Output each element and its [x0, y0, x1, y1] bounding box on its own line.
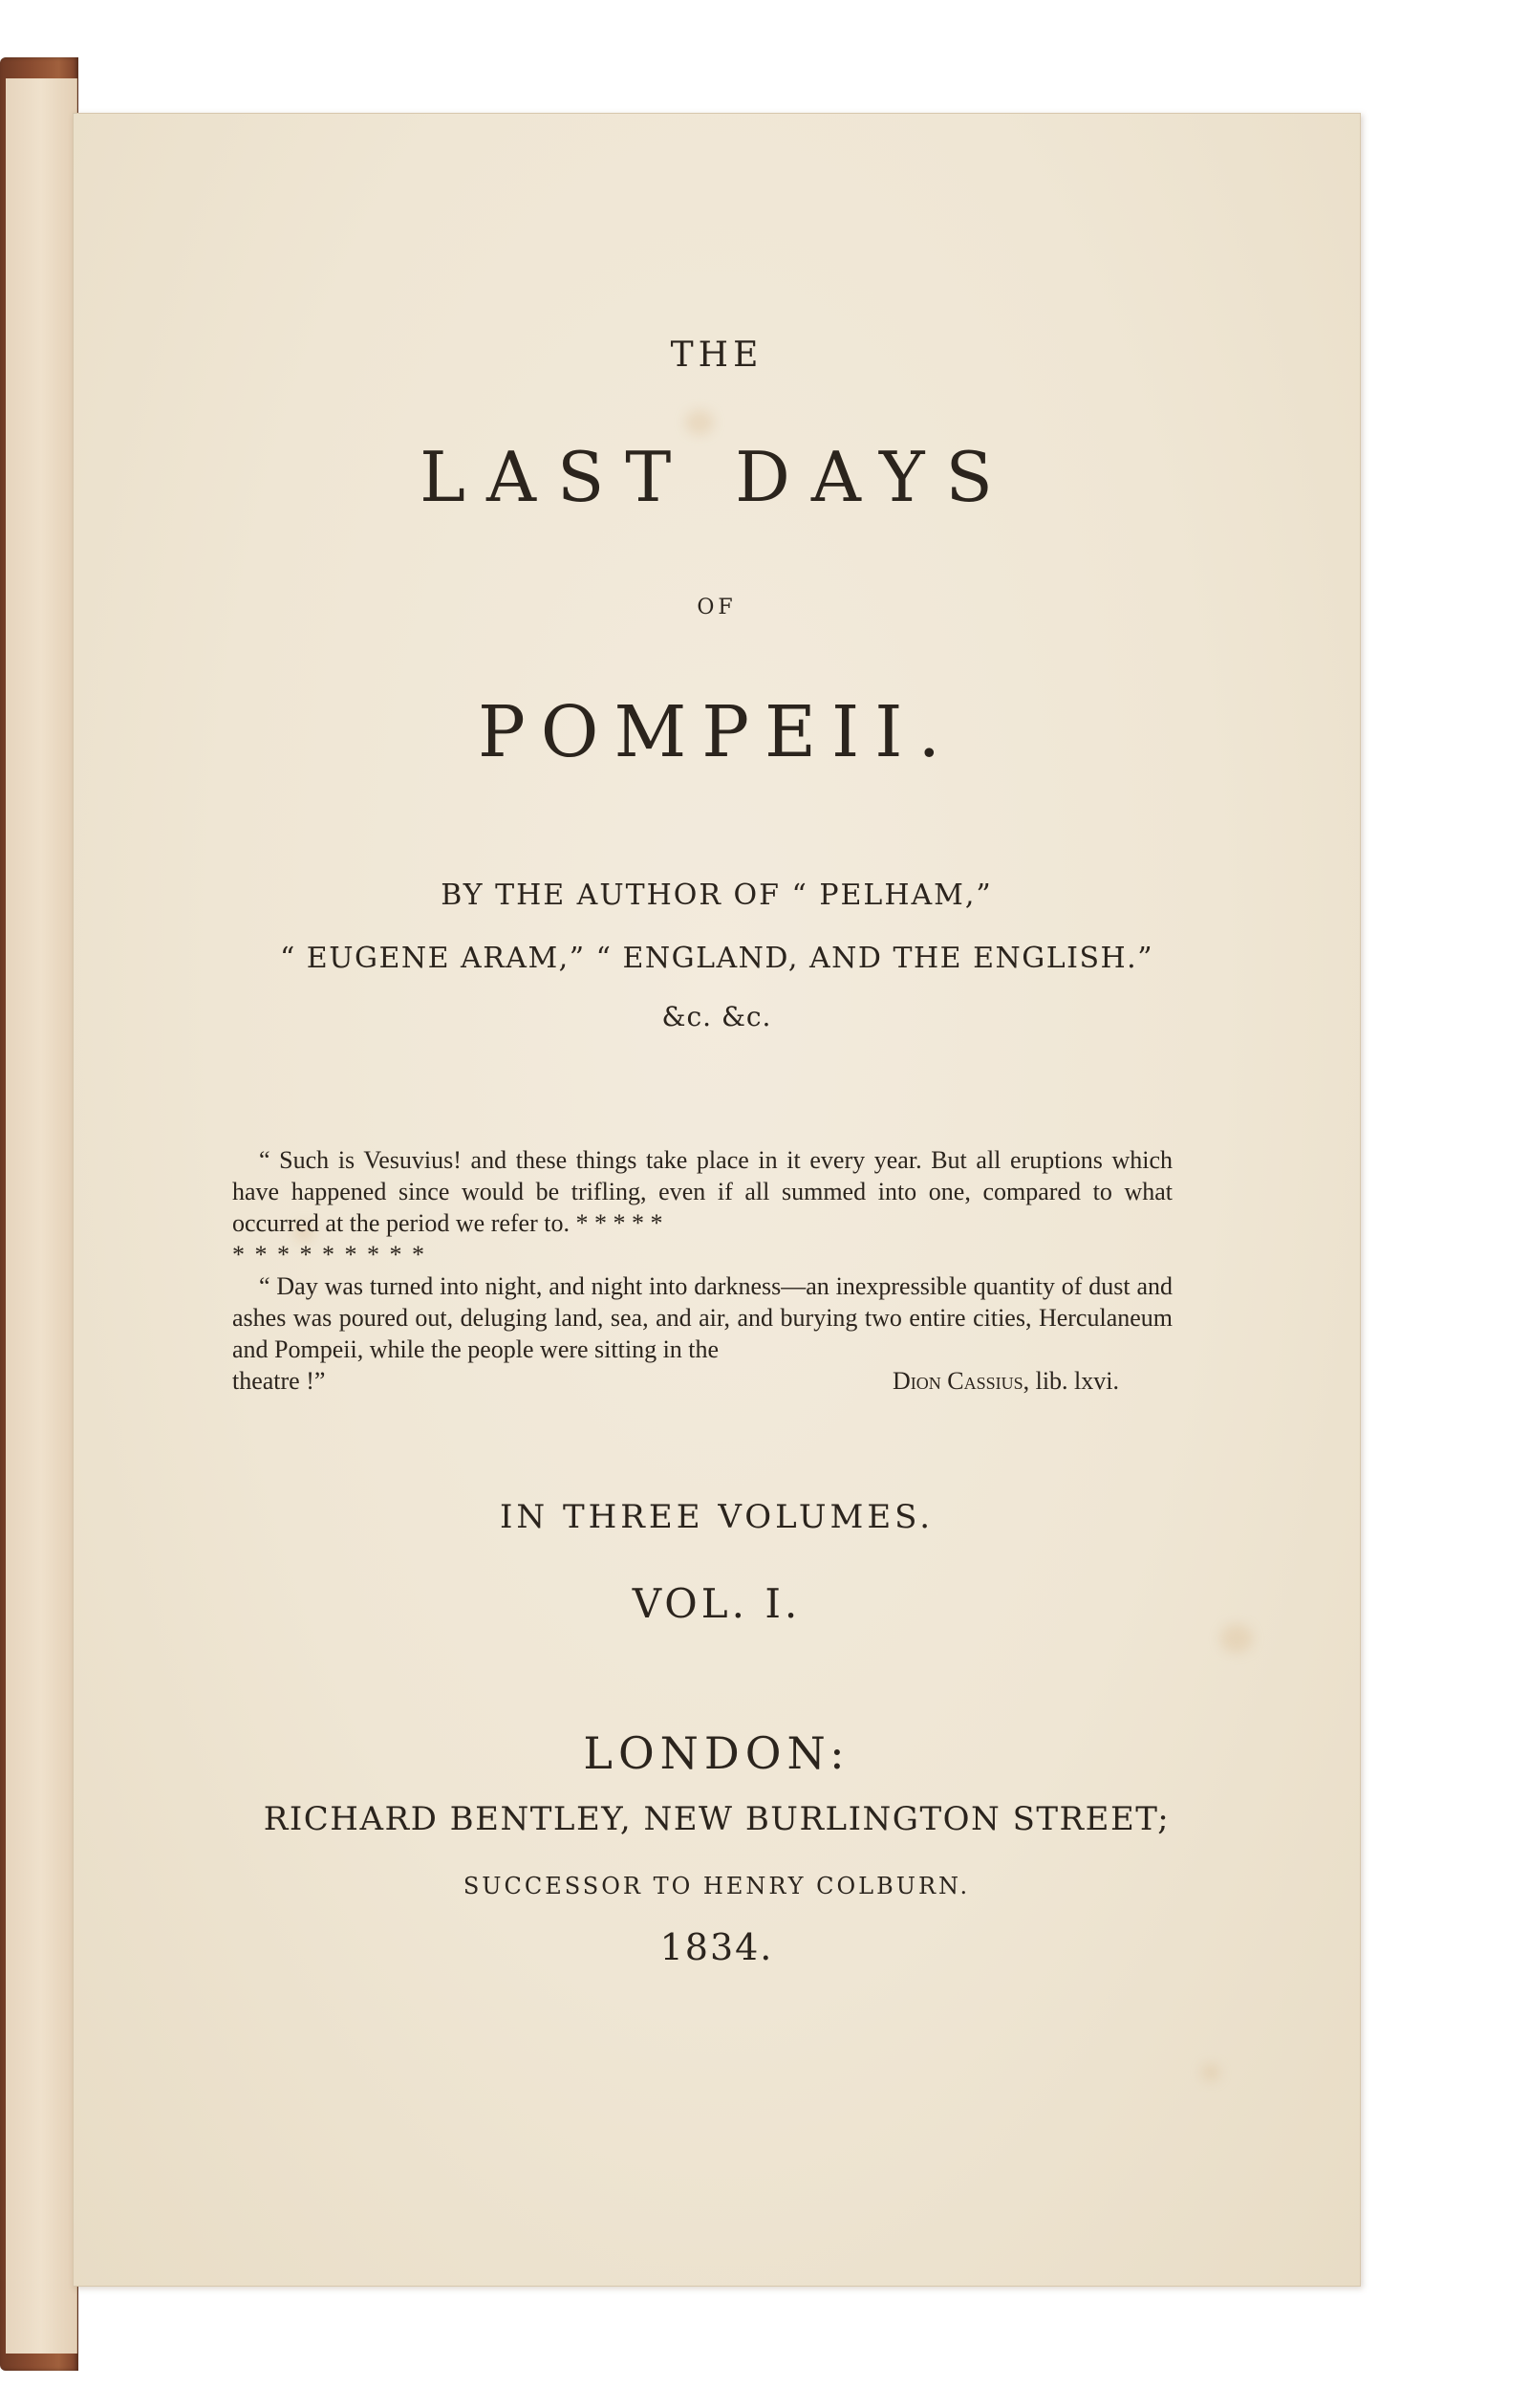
- flyleaf-edge: [6, 78, 77, 2354]
- foxing-spot: [1220, 1624, 1253, 1653]
- title-last-days: LAST DAYS: [420, 437, 1014, 517]
- title-pompeii: POMPEII.: [477, 691, 957, 773]
- imprint-publisher: RICHARD BENTLEY, NEW BURLINGTON STREET;: [263, 1800, 1171, 1838]
- imprint-year: 1834.: [659, 1926, 774, 1968]
- author-line-3: &c. &c.: [661, 1001, 772, 1032]
- foxing-spot: [1201, 2064, 1220, 2081]
- volumes-statement: IN THREE VOLUMES.: [499, 1498, 935, 1536]
- epigraph-citation: [893, 1365, 1119, 1397]
- title-of: OF: [697, 596, 737, 619]
- epigraph-stars: * * * * * * * * *: [232, 1241, 426, 1269]
- epigraph: [232, 1144, 1173, 1397]
- author-line-2: “ EUGENE ARAM,” “ ENGLAND, AND THE ENGLISH.”: [279, 942, 1154, 975]
- epigraph-paragraph-2: “ Day was turned into night, and night into darkness—an inexpressible quantity of dust and ashes was poured out, deluging land, sea, and air, and burying two entire cities, Herculaneum and Pompeii, while the people were sitting in the: [232, 1272, 1173, 1363]
- citation-name: Dion Cassius,: [892, 1367, 1030, 1395]
- citation-ref: lib. lxvi.: [1035, 1367, 1119, 1395]
- imprint-place: LONDON:: [583, 1727, 851, 1779]
- volume-number: VOL. I.: [632, 1580, 802, 1627]
- epigraph-last-line: [232, 1365, 1173, 1397]
- epigraph-closing: theatre !”: [232, 1367, 326, 1395]
- imprint-successor: SUCCESSOR TO HENRY COLBURN.: [463, 1873, 971, 1899]
- title-page: [73, 113, 1361, 2287]
- epigraph-paragraph-1: “ Such is Vesuvius! and these things take place in it every year. But all eruptions which have happened since would be trifling, even if all summed into one, compared to what occurred at the period we refer to. * * * * *: [232, 1146, 1173, 1237]
- title-the: THE: [670, 336, 764, 375]
- foxing-spot: [685, 410, 714, 435]
- author-line-1: BY THE AUTHOR OF “ PELHAM,”: [441, 879, 993, 912]
